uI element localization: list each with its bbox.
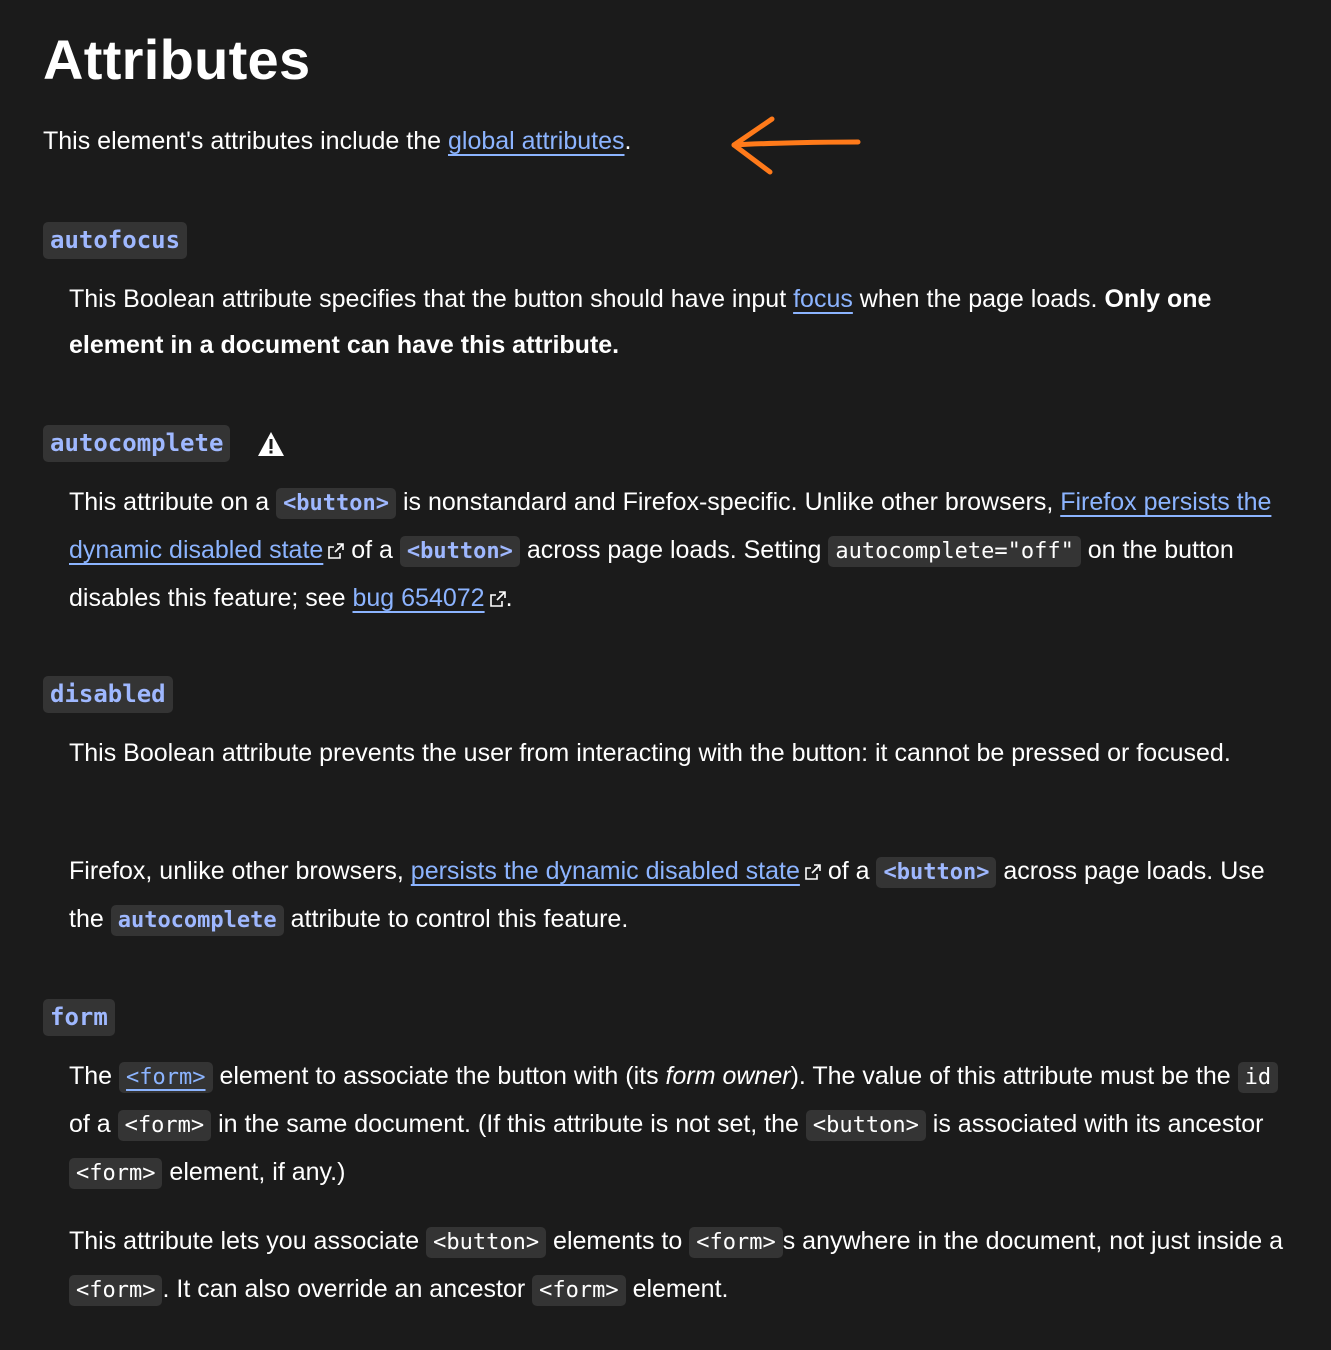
intro-period: . [624, 127, 632, 155]
link-text: Firefox persists the dynamic disabled state [69, 488, 1272, 564]
code-button: <button> [426, 1227, 546, 1258]
text: element, if any.) [162, 1158, 346, 1186]
text: in the same document. (If this attribute is not set, the [211, 1110, 806, 1138]
text: s anywhere in the document, not just inside a [782, 1227, 1284, 1255]
code-form: <form> [118, 1110, 211, 1141]
external-link-icon [805, 864, 821, 880]
intro-text: This element's attributes include the [43, 127, 448, 155]
text: element. [625, 1275, 729, 1303]
code-form: <form> [689, 1227, 782, 1258]
global-attributes-link[interactable]: global attributes [447, 127, 625, 155]
form-element-link[interactable] [119, 1062, 212, 1090]
text: on the button disables this feature; see [69, 536, 1234, 612]
annotation-arrow-icon [726, 114, 862, 176]
text: This Boolean attribute specifies that the button should have input [69, 285, 794, 313]
text: ). The value of this attribute must be the [790, 1062, 1238, 1090]
text: is nonstandard and Firefox-specific. Unlike other browsers, [396, 488, 1061, 516]
intro-paragraph [43, 118, 1043, 164]
page-title: Attributes [43, 28, 311, 91]
autofocus-note: Only one element in a document can have this attribute. [69, 285, 1212, 359]
bug-link[interactable]: bug 654072 [352, 584, 485, 612]
form-description [69, 1053, 1301, 1197]
code-button: <button> [276, 488, 396, 519]
code-autocomplete-off: autocomplete="off" [828, 536, 1080, 567]
term-autofocus: autofocus [43, 222, 187, 259]
code-form-link: <form> [119, 1062, 212, 1093]
term-disabled: disabled [43, 676, 173, 713]
code-form: <form> [69, 1275, 162, 1306]
text: . [505, 584, 513, 612]
text: Firefox, unlike other browsers, [69, 857, 411, 885]
text: This attribute lets you associate [69, 1227, 427, 1255]
text: of a [344, 536, 400, 564]
text: . It can also override an ancestor [162, 1275, 533, 1303]
autocomplete-description [69, 479, 1301, 621]
term-form: form [43, 999, 115, 1036]
focus-link[interactable]: focus [793, 285, 853, 313]
text: across page loads. Use the [69, 857, 1265, 933]
text: of a [69, 1110, 118, 1138]
disabled-firefox-note [69, 848, 1301, 944]
form-association-note [69, 1218, 1301, 1314]
code-form: <form> [532, 1275, 625, 1306]
disabled-description: This Boolean attribute prevents the user from interacting with the button: it cannot be pressed or focused. [69, 739, 1231, 767]
text: attribute to control this feature. [283, 905, 629, 933]
autofocus-description [69, 276, 1301, 368]
warning-icon [257, 431, 285, 457]
text: elements to [546, 1227, 690, 1255]
text: The [69, 1062, 120, 1090]
form-owner-term: form owner [665, 1062, 791, 1090]
text: This attribute on a [69, 488, 277, 516]
code-id: id [1238, 1062, 1279, 1093]
external-link-icon [490, 591, 506, 607]
code-button: <button> [400, 536, 520, 567]
term-autocomplete: autocomplete [43, 425, 230, 462]
persists-disabled-state-link[interactable]: persists the dynamic disabled state [410, 857, 800, 885]
external-link-icon [328, 543, 344, 559]
code-autocomplete: autocomplete [111, 905, 284, 936]
text: is associated with its ancestor [925, 1110, 1264, 1138]
code-form: <form> [69, 1158, 162, 1189]
code-button: <button> [806, 1110, 926, 1141]
text: element to associate the button with (its [212, 1062, 666, 1090]
text: when the page loads. [852, 285, 1105, 313]
text: across page loads. Setting [519, 536, 829, 564]
text: of a [820, 857, 877, 885]
code-button: <button> [876, 857, 996, 888]
